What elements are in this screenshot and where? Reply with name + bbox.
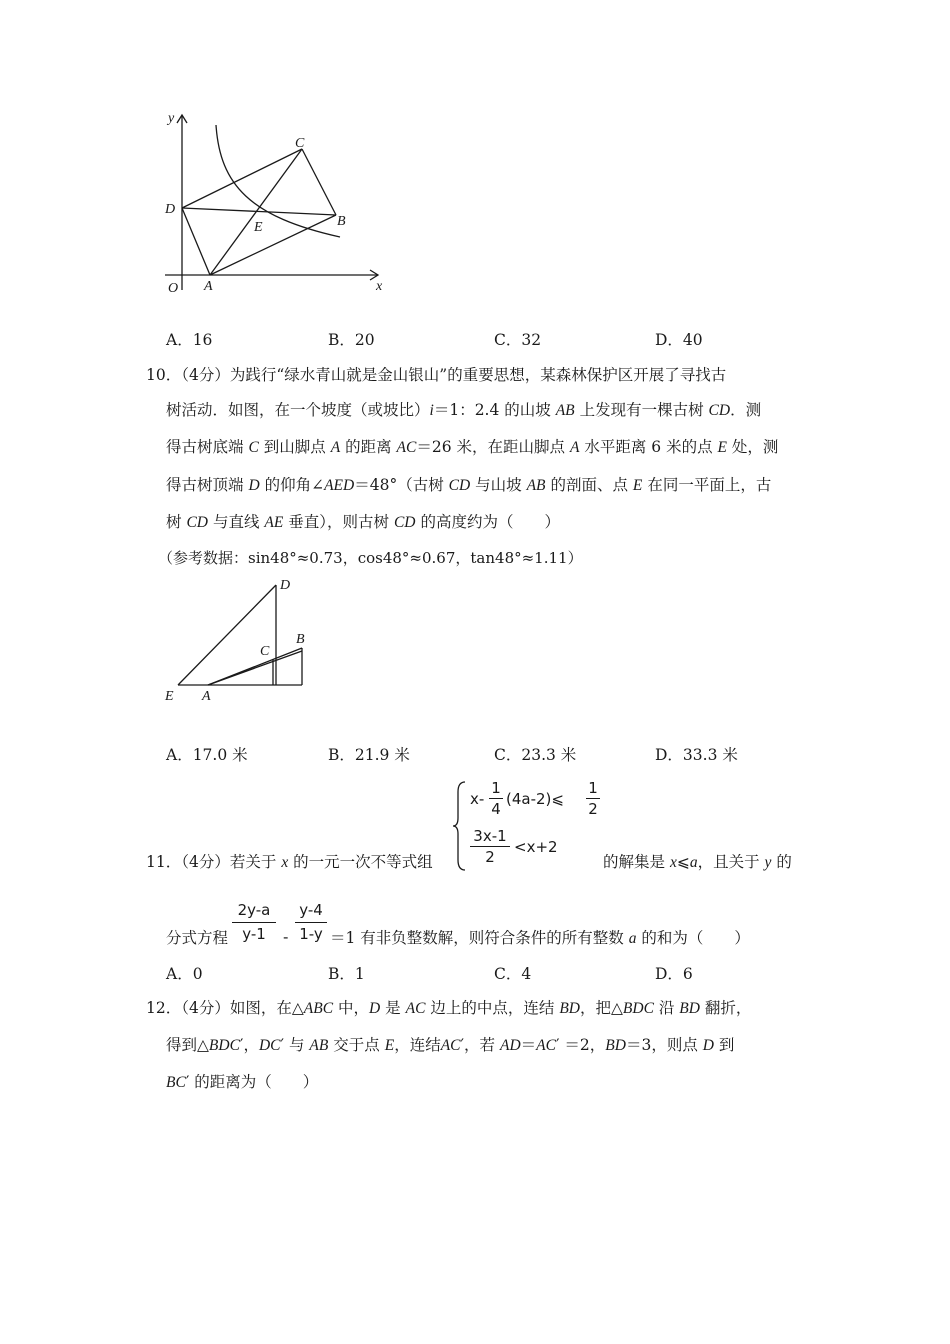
label-b: B xyxy=(296,632,305,647)
sys1-rfrac-num: 1 xyxy=(588,779,598,797)
q11-line-1-end: 的解集是 x⩽a，且关于 y 的 xyxy=(603,853,792,871)
q10-option-b: B．21.9 米 xyxy=(328,746,410,764)
label-x: x xyxy=(376,279,383,294)
segment-ac xyxy=(210,149,302,275)
label-e: E xyxy=(165,689,174,704)
q10-score: （4分） xyxy=(181,366,230,384)
q10-line-3: 得古树底端 C 到山脚点 A 的距离 AC＝26 米，在距山脚点 A 水平距离 6 米的点 E 处，测 xyxy=(166,438,779,456)
q11-line-2-start: 分式方程 xyxy=(166,929,229,947)
eq-frac1-bar xyxy=(232,922,276,923)
q9-option-a: A．16 xyxy=(166,331,213,349)
eq-frac1-den: y-1 xyxy=(242,925,266,943)
q9-option-b: B．20 xyxy=(328,331,375,349)
sys2-frac-den: 2 xyxy=(485,848,495,866)
segment-bc xyxy=(302,149,336,215)
segment-ab xyxy=(210,215,336,275)
q10-line-5: 树 CD 与直线 AE 垂直），则古树 CD 的高度约为（ ） xyxy=(166,513,560,531)
q10-line-1: 10．（4分）为践行“绿水青山就是金山银山”的重要思想，某森林保护区开展了寻找古 xyxy=(146,366,727,384)
label-d: D xyxy=(165,202,176,217)
label-y: y xyxy=(168,111,175,126)
label-b: B xyxy=(337,214,346,229)
sys1-frac-den: 4 xyxy=(491,800,501,818)
sys1-frac-num: 1 xyxy=(491,779,501,797)
q12-line-3: BC′ 的距离为（ ） xyxy=(166,1073,319,1091)
q11-option-d: D．6 xyxy=(655,965,693,983)
sys2-rhs: <x+2 xyxy=(514,838,558,856)
system-brace xyxy=(452,780,468,872)
q9-option-c: C．32 xyxy=(494,331,542,349)
eq-frac2-num: y-4 xyxy=(299,901,323,919)
q11-option-b: B．1 xyxy=(328,965,365,983)
q12-line-1: 12．（4分）如图，在△ABC 中，D 是 AC 边上的中点，连结 BD，把△BDC 沿 BD 翻折， xyxy=(146,999,752,1017)
slope-ab-inner xyxy=(208,651,302,685)
q10-number: 10． xyxy=(146,366,182,384)
q12-line-2: 得到△BDC′，DC′ 与 AB 交于点 E，连结AC′，若 AD＝AC′ ＝2，BD＝3，则点 D 到 xyxy=(166,1036,735,1054)
label-o: O xyxy=(168,281,179,296)
segment-cd xyxy=(182,149,302,208)
q11-line-2-end: ＝1 有非负整数解，则符合条件的所有整数 a 的和为（ ） xyxy=(330,929,750,947)
label-e: E xyxy=(254,220,263,235)
label-c: C xyxy=(295,136,305,151)
label-a: A xyxy=(204,279,213,294)
q10-option-c: C．23.3 米 xyxy=(494,746,577,764)
sys1-lhs: x- xyxy=(470,790,485,808)
label-a: A xyxy=(202,689,211,704)
q11-line-1: 11．（4分）若关于 x 的一元一次不等式组 xyxy=(146,853,433,871)
q10-option-d: D．33.3 米 xyxy=(655,746,738,764)
q9-option-d: D．40 xyxy=(655,331,703,349)
q11-score: （4分） xyxy=(181,853,230,871)
eq-minus: - xyxy=(283,928,289,946)
q10-reference-data: （参考数据：sin48°≈0.73，cos48°≈0.67，tan48°≈1.11） xyxy=(158,549,583,567)
sight-line-ed xyxy=(178,585,276,685)
q11-option-a: A．0 xyxy=(166,965,203,983)
segment-da xyxy=(182,208,210,275)
q10-option-a: A．17.0 米 xyxy=(166,746,248,764)
sys1-mid: (4a-2)⩽ xyxy=(506,790,564,808)
label-c: C xyxy=(260,644,270,659)
eq-frac2-den: 1-y xyxy=(299,925,323,943)
sys1-rfrac-den: 2 xyxy=(588,800,598,818)
figure-coordinate-diagram xyxy=(160,105,395,300)
q10-line-2: 树活动．如图，在一个坡度（或坡比）i＝1：2.4 的山坡 AB 上发现有一棵古树 CD．测 xyxy=(166,401,762,419)
figure-tree-slope xyxy=(160,575,320,710)
q10-line-4: 得古树顶端 D 的仰角∠AED＝48°（古树 CD 与山坡 AB 的剖面、点 E 在同一平面上，古 xyxy=(166,476,772,494)
eq-frac2-bar xyxy=(295,922,327,923)
sys2-frac-num: 3x-1 xyxy=(473,827,507,845)
q12-number: 12． xyxy=(146,999,182,1017)
q11-option-c: C．4 xyxy=(494,965,532,983)
q12-score: （4分） xyxy=(181,999,230,1017)
segment-db xyxy=(182,208,336,215)
label-d: D xyxy=(280,578,291,593)
eq-frac1-num: 2y-a xyxy=(237,901,271,919)
q11-number: 11． xyxy=(146,853,182,871)
